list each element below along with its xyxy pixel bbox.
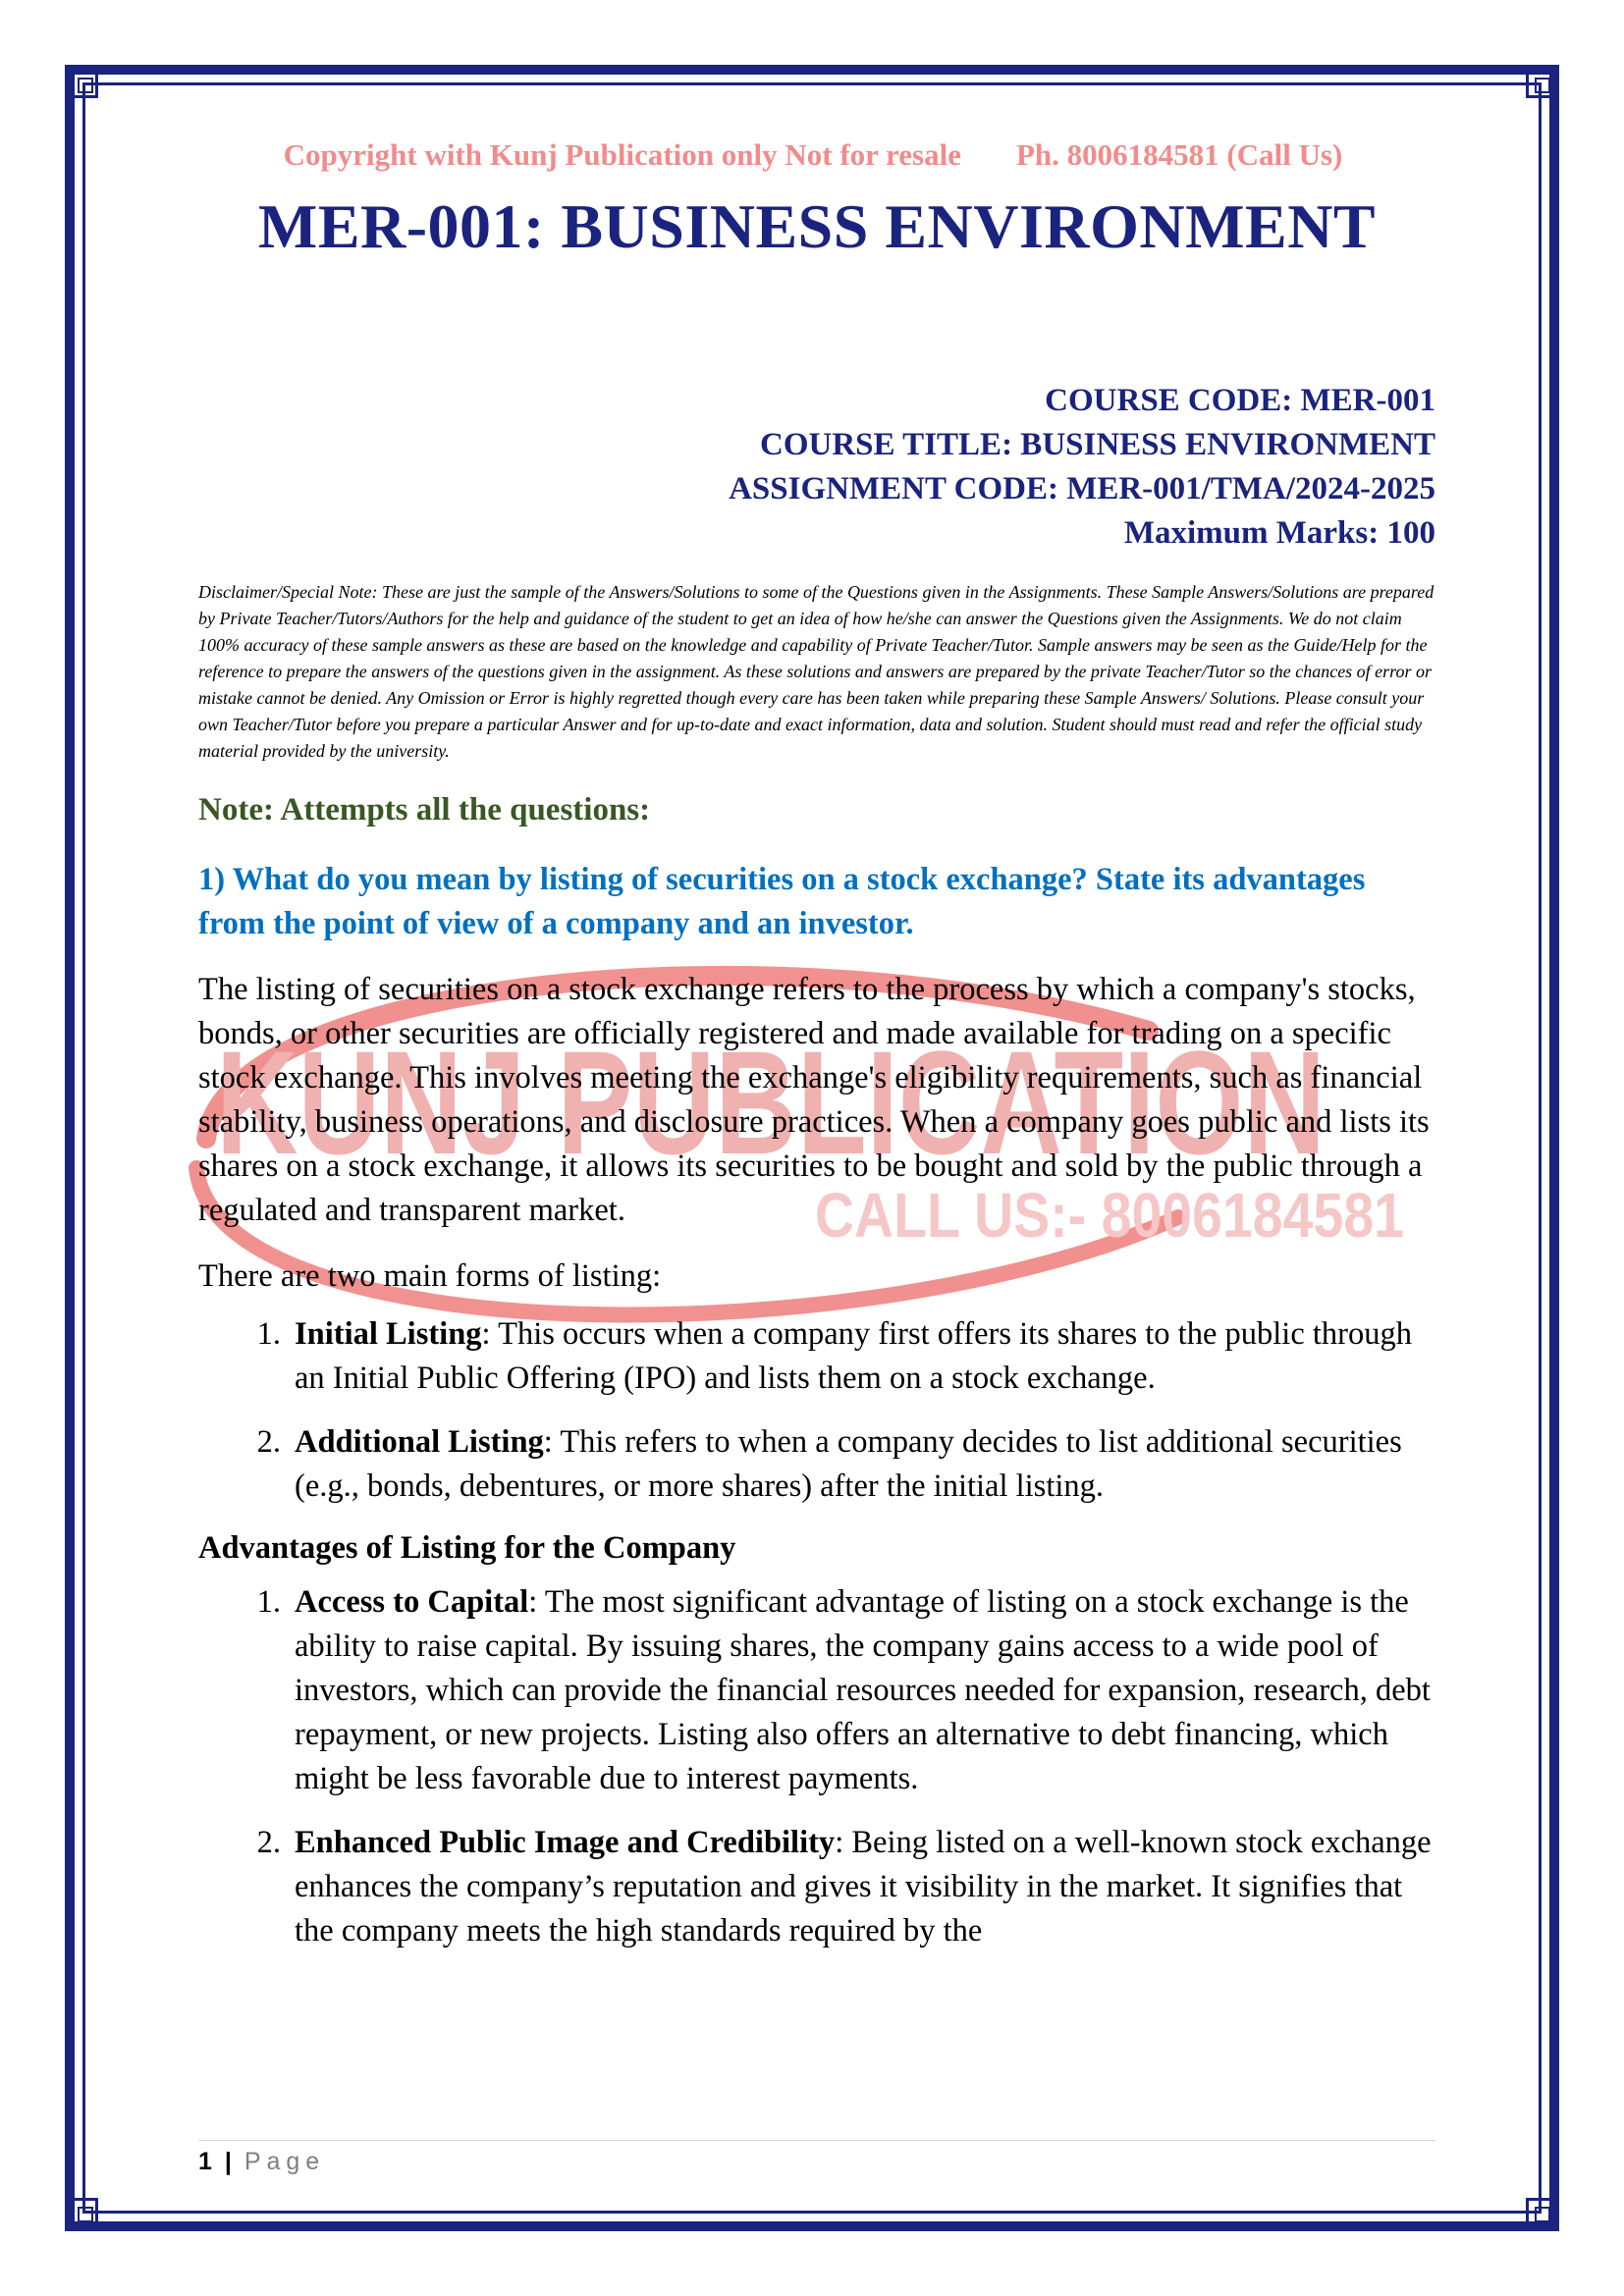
copyright-banner bbox=[190, 137, 1435, 173]
list-item-text: : The most significant advantage of listing on a stock exchange is the ability to raise capital. By issuing shares, the company gains access to a wide pool of investors, which can provide the financial resources needed for expansion, research, debt repayment, or new projects. Listing also offers an alternative to debt financing, which might be less favorable due to interest payments. bbox=[295, 1584, 1431, 1796]
question-heading: 1) What do you mean by listing of securities on a stock exchange? State its advantages from the point of view of a company and an investor. bbox=[198, 862, 1366, 941]
list-item bbox=[198, 1580, 1435, 1801]
list-item bbox=[198, 1312, 1435, 1401]
list-item-term: Enhanced Public Image and Credibility bbox=[295, 1825, 836, 1860]
border-corner-ornament bbox=[69, 69, 98, 98]
page-content bbox=[198, 137, 1435, 1973]
footer-divider bbox=[198, 2140, 1435, 2141]
maximum-marks: Maximum Marks: 100 bbox=[1123, 515, 1435, 551]
assignment-code: ASSIGNMENT CODE: MER-001/TMA/2024-2025 bbox=[729, 471, 1435, 507]
border-corner-ornament bbox=[1526, 2198, 1555, 2227]
list-item bbox=[198, 1420, 1435, 1509]
course-code: COURSE CODE: MER-001 bbox=[1045, 383, 1435, 418]
list-item-text: : Being listed on a well-known stock exchange enhances the company’s reputation and gives it visibility in the market. It signifies that the company meets the high standards required by the bbox=[295, 1825, 1432, 1949]
list-item-number: 1. bbox=[256, 1584, 281, 1620]
list-item-term: Access to Capital bbox=[295, 1584, 529, 1620]
list-item-number: 2. bbox=[256, 1825, 281, 1860]
list-item-body bbox=[295, 1420, 1435, 1509]
copyright-text: Copyright with Kunj Publication only Not for resale bbox=[283, 137, 961, 172]
list-item-text: : This occurs when a company first offers its shares to the public through an Initial Public Offering (IPO) and lists them on a stock exchange. bbox=[295, 1316, 1412, 1396]
watermark-line2: CALL US:- 8006184581 bbox=[815, 1180, 1404, 1251]
list-item bbox=[198, 1821, 1435, 1953]
forms-intro: There are two main forms of listing: bbox=[198, 1258, 662, 1294]
border-corner-ornament bbox=[69, 2198, 98, 2227]
page-footer bbox=[198, 2148, 325, 2176]
listing-forms-list bbox=[198, 1312, 1435, 1509]
list-item-text: : This refers to when a company decides to list additional securities (e.g., bonds, debentures, or more shares) after the initial listing. bbox=[295, 1424, 1402, 1504]
advantages-list bbox=[198, 1580, 1435, 1953]
instructions-note: Note: Attempts all the questions: bbox=[198, 792, 651, 828]
list-item-body bbox=[295, 1821, 1435, 1953]
page-separator: | bbox=[224, 2148, 232, 2175]
phone-text: Ph. 8006184581 (Call Us) bbox=[1015, 137, 1343, 172]
list-item-term: Additional Listing bbox=[295, 1424, 544, 1460]
list-item-body bbox=[295, 1580, 1435, 1801]
list-item-number: 1. bbox=[256, 1316, 281, 1352]
disclaimer-note: Disclaimer/Special Note: These are just the sample of the Answers/Solutions to some of the Questions given in the Assignments. These Sample Answers/Solutions are prepared by Private Teacher/Tutors/Authors for the help and guidance of the student to get an idea of how he/she can answer the Questions given the Assignments. We do not claim 100% accuracy of these sample answers as these are based on the knowledge and capability of Private Teacher/Tutor. Sample answers may be seen as the Guide/Help for the reference to prepare the answers of the questions given in the assignment. As these solutions and answers are prepared by the private Teacher/Tutor so the chances of error or mistake cannot be denied. Any Omission or Error is highly regretted though every care has been taken while preparing these Sample Answers/ Solutions. Please consult your own Teacher/Tutor before you prepare a particular Answer and for up-to-date and exact information, data and solution. Student should must read and refer the official study material provided by the university. bbox=[198, 582, 1435, 761]
list-item-term: Initial Listing bbox=[295, 1316, 482, 1352]
course-title: COURSE TITLE: BUSINESS ENVIRONMENT bbox=[760, 427, 1435, 462]
border-corner-ornament bbox=[1526, 69, 1555, 98]
page-number: 1 bbox=[198, 2148, 212, 2175]
watermark-line1: KUNJ PUBLICATION bbox=[216, 1020, 1326, 1185]
document-title: MER-001: BUSINESS ENVIRONMENT bbox=[257, 191, 1377, 261]
answer-paragraph: The listing of securities on a stock exchange refers to the process by which a company's stocks, bonds, or other securities are officially registered and made available for trading on a specific stock exchange. This involves meeting the exchange's eligibility requirements, such as financial stability, business operations, and disclosure practices. When a company goes public and lists its shares on a stock exchange, it allows its securities to be bought and sold by the public through a regulated and transparent market. bbox=[198, 972, 1430, 1228]
page-label: Page bbox=[244, 2148, 326, 2175]
course-info bbox=[198, 379, 1435, 556]
list-item-number: 2. bbox=[256, 1424, 281, 1460]
advantages-heading: Advantages of Listing for the Company bbox=[198, 1530, 736, 1566]
list-item-body bbox=[295, 1312, 1435, 1401]
